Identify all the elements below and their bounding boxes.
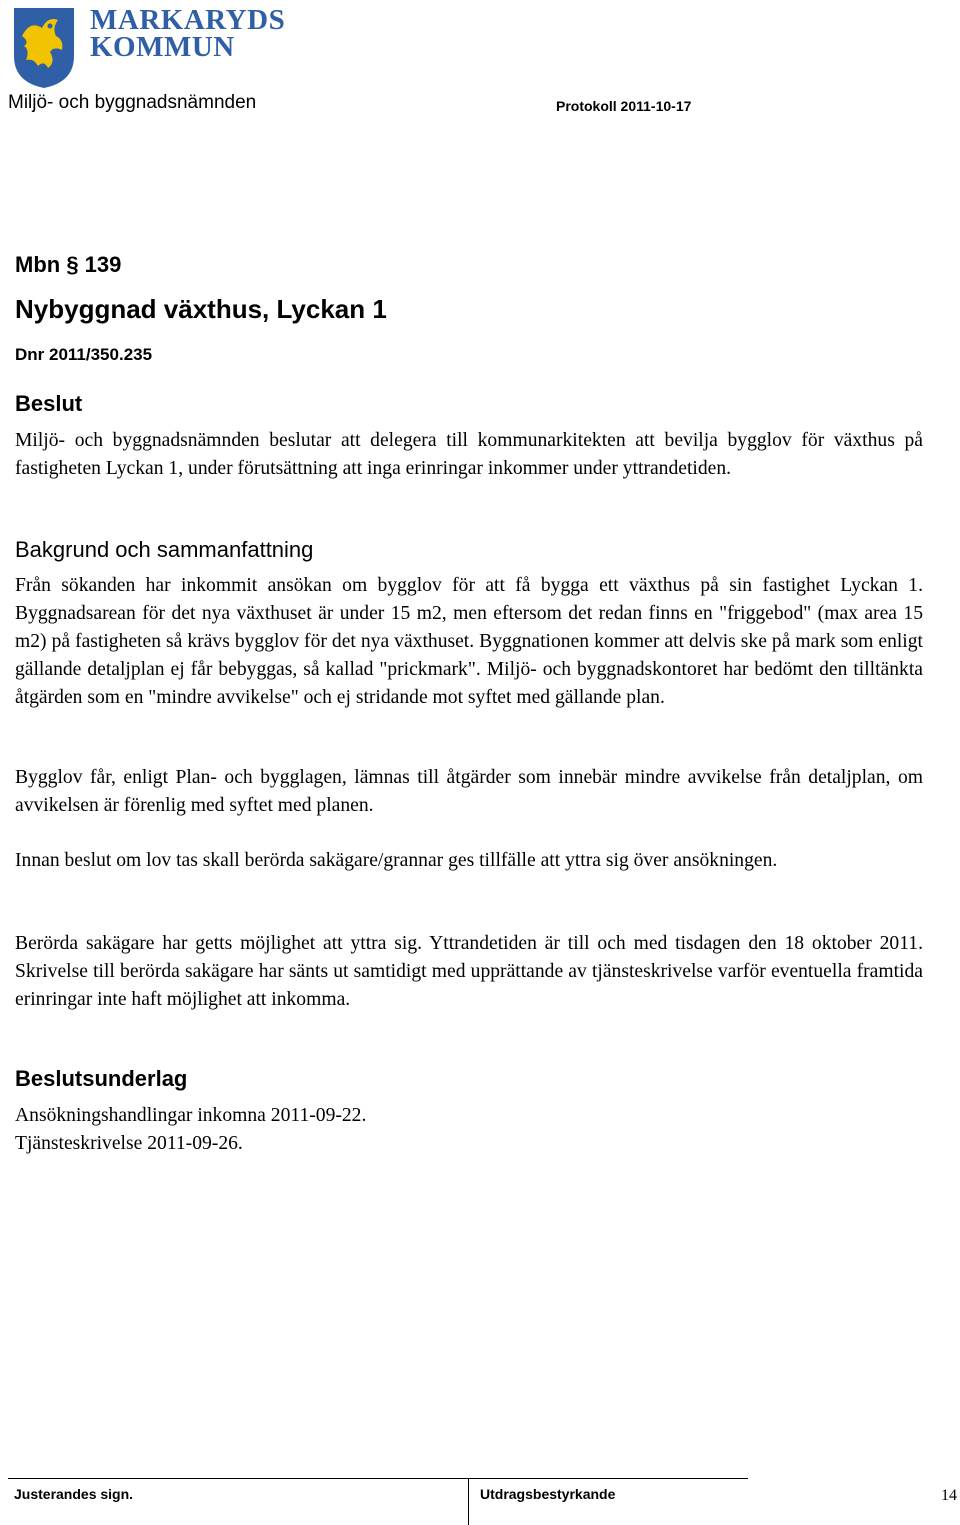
heading-beslutsunderlag: Beslutsunderlag (15, 1066, 188, 1091)
logo-text-kommun: KOMMUN (90, 31, 235, 63)
paragraph-beslut: Miljö- och byggnadsnämnden beslutar att delegera till kommunarkitekten att bevilja bygglov för växthus på fastigheten Lyckan 1, under förutsättning att inga erinringar inkommer under yttrandetiden. (15, 430, 923, 479)
footer-utdragsbestyrkande: Utdragsbestyrkande (480, 1486, 616, 1502)
footer-column-divider (468, 1478, 469, 1525)
list-item: Ansökningshandlingar inkomna 2011-09-22. (15, 1105, 367, 1126)
section-number: Mbn § 139 (15, 252, 122, 277)
page-title: Nybyggnad växthus, Lyckan 1 (15, 294, 387, 324)
paragraph-bakgrund-2: Bygglov får, enligt Plan- och bygglagen, lämnas till åtgärder som innebär mindre avvikelse från detaljplan, om avvikelsen är förenlig med syftet med planen. (15, 767, 923, 816)
footer-divider-line (8, 1478, 748, 1479)
logo-text-markaryds: MARKARYDS (90, 4, 286, 36)
heading-bakgrund: Bakgrund och sammanfattning (15, 537, 314, 562)
page-number: 14 (941, 1487, 957, 1504)
footer-justerandes-sign: Justerandes sign. (14, 1486, 134, 1502)
paragraph-bakgrund-3: Innan beslut om lov tas skall berörda sakägare/grannar ges tillfälle att yttra sig över ansökningen. (15, 850, 778, 871)
beslutsunderlag-list (15, 1102, 366, 1158)
paragraph-bakgrund-4: Berörda sakägare har getts möjlighet att yttra sig. Yttrandetiden är till och med tisdagen den 18 oktober 2011. Skrivelse till berörda sakägare har sänts ut samtidigt med upprättande av tjänsteskrivelse varför eventuella framtida erinringar inte haft möjlighet att inkomma. (15, 933, 923, 1010)
diary-number: Dnr 2011/350.235 (15, 345, 153, 364)
protocol-date: Protokoll 2011-10-17 (556, 98, 692, 114)
committee-name: Miljö- och byggnadsnämnden (8, 92, 257, 113)
paragraph-bakgrund-1: Från sökanden har inkommit ansökan om bygglov för att få bygga ett växthus på sin fastighet Lyckan 1. Byggnadsarean för det nya växthuset är under 15 m2, men eftersom det redan finns en "friggebod" (max area 15 m2) på fastigheten så krävs bygglov för det nya växthuset. Byggnationen kommer att delvis ske på mark som enligt gällande detaljplan ej får bebyggas, så kallad "prickmark". Miljö- och byggnadskontoret har bedömt den tilltänkta åtgärden som en "mindre avvikelse" och ej stridande mot syftet med gällande plan. (15, 575, 923, 708)
list-item: Tjänsteskrivelse 2011-09-26. (15, 1133, 243, 1154)
coat-of-arms-icon (12, 6, 76, 90)
heading-beslut: Beslut (15, 391, 83, 416)
municipality-logo (12, 6, 312, 90)
